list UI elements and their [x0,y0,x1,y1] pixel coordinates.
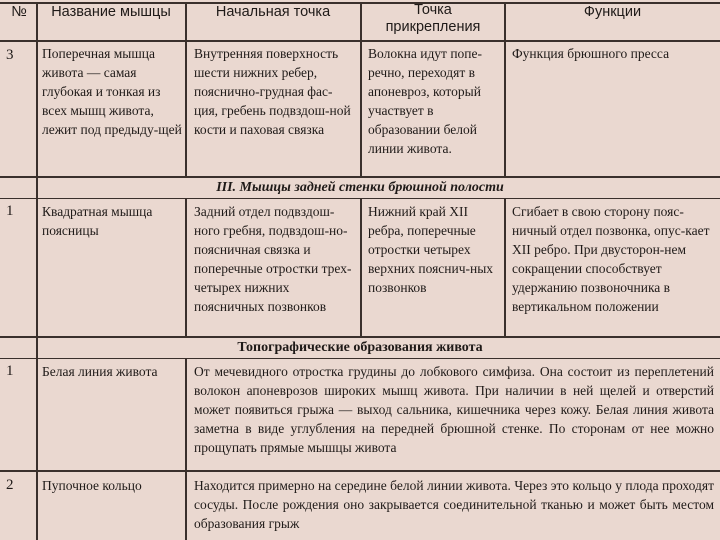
header-function: Функции [583,4,642,20]
row-number: 2 [6,477,14,493]
muscle-function: Функция брюшного пресса [512,46,670,61]
header-num: № [11,4,27,20]
formation-name: Белая линия живота [42,364,158,379]
col-rule [36,2,38,540]
row-number: 1 [6,203,14,219]
row-number: 1 [6,363,14,379]
col-rule [185,2,187,178]
muscle-insertion: Волокна идут попе-речно, переходят в апоневроз, который участвует в образовании белой линии живота. [368,46,483,156]
muscle-origin: Внутренняя поверхность шести нижних ребер, пояснично-грудная фас-ция, гребень подвздош-ной кости и паховая связка [194,46,351,137]
section-rule [0,358,720,359]
muscle-name: Квадратная мышца поясницы [42,204,153,238]
col-rule [185,198,187,338]
header-name: Название мышцы [51,4,171,20]
muscle-insertion: Нижний край XII ребра, поперечные отростки четырех верхних пояснич-ных позвонков [368,204,494,295]
row-number: 3 [6,47,14,63]
muscle-origin: Задний отдел подвздош-ного гребня, подвздош-но-поясничная связка и поперечные отростки трех-четырех нижних поясничных позвонков [194,204,352,314]
header-origin: Начальная точка [215,4,331,20]
header-insertion: Точка прикрепления [385,2,481,35]
formation-description: Находится примерно на середине белой линии живота. Через это кольцо у плода проходят сосуды. После рождения оно закрывается соединительной тканью и может быть местом образования грыж [194,478,714,531]
section-heading: III. Мышцы задней стенки брюшной полости [216,180,504,195]
formation-name: Пупочное кольцо [42,478,142,493]
col-rule [360,2,362,178]
col-rule [504,2,506,178]
muscle-name: Поперечная мышца живота — самая глубокая и тонкая из всех мышц живота, лежит под предыду-щей [42,46,182,137]
col-rule [360,198,362,338]
section-heading: Топографические образования живота [237,340,483,355]
row-rule [0,470,720,472]
col-rule [185,358,187,540]
muscle-function: Сгибает в свою сторону пояс-ничный отдел позвонка, опус-кает XII ребро. При двусторон-нем сокращении способствует удержанию позвоночника в вертикальном положении [512,204,710,314]
col-rule [504,198,506,338]
formation-description: От мечевидного отростка грудины до лобкового симфиза. Она состоит из переплетений волокон апоневрозов широких мышц живота. При наличии в ней щелей и отверстий может появиться грыжа — выход сальника, кишечника через кожу. Белая линия живота заметна в виде углубления на передней брюшной стенке. По сторонам от нее можно прощупать прямые мышцы живота [194,364,714,455]
